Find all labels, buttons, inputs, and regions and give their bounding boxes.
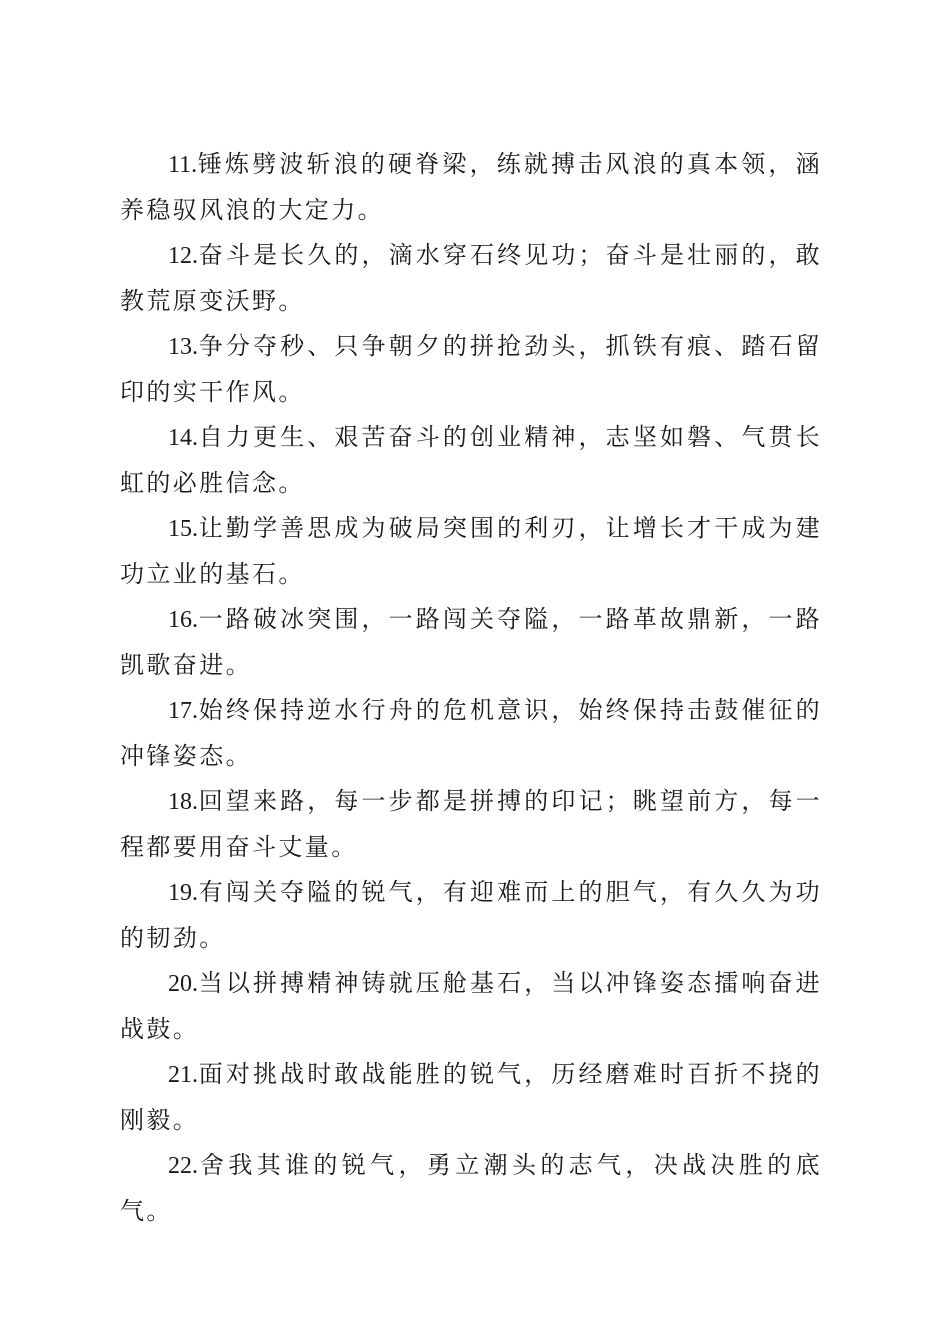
item-number: 13. [168,334,198,360]
item-text: 回望来路，每一步都是拼搏的印记；眺望前方，每一程都要用奋斗丈量。 [120,787,822,861]
item-number: 22. [168,1153,198,1179]
item-text: 舍我其谁的锐气，勇立潮头的志气，决战决胜的底气。 [120,1151,822,1225]
item-text: 锤炼劈波斩浪的硬脊梁，练就搏击风浪的真本领，涵养稳驭风浪的大定力。 [120,150,822,224]
item-text: 争分夺秒、只争朝夕的拼抢劲头，抓铁有痕、踏石留印的实干作风。 [120,332,822,406]
list-item [120,415,822,506]
item-number: 17. [168,698,198,724]
item-text: 让勤学善思成为破局突围的利刃，让增长才干成为建功立业的基石。 [120,514,822,588]
list-item [120,142,822,233]
item-number: 20. [168,971,198,997]
list-item [120,961,822,1052]
list-item [120,597,822,688]
item-number: 14. [168,425,198,451]
item-number: 12. [168,243,198,269]
list-item [120,324,822,415]
item-text: 一路破冰突围，一路闯关夺隘，一路革故鼎新，一路凯歌奋进。 [120,605,822,679]
item-text: 奋斗是长久的，滴水穿石终见功；奋斗是壮丽的，敢教荒原变沃野。 [120,241,822,315]
document-body [120,142,822,1234]
list-item [120,688,822,779]
item-number: 19. [168,880,198,906]
list-item [120,870,822,961]
item-number: 16. [168,607,198,633]
list-item [120,1052,822,1143]
item-text: 有闯关夺隘的锐气，有迎难而上的胆气，有久久为功的韧劲。 [120,878,822,952]
item-text: 始终保持逆水行舟的危机意识，始终保持击鼓催征的冲锋姿态。 [120,696,822,770]
item-number: 11. [168,152,198,178]
item-number: 18. [168,789,198,815]
item-text: 面对挑战时敢战能胜的锐气，历经磨难时百折不挠的刚毅。 [120,1060,822,1134]
item-number: 21. [168,1062,198,1088]
list-item [120,779,822,870]
list-item [120,506,822,597]
item-number: 15. [168,516,198,542]
list-item [120,233,822,324]
item-text: 当以拼搏精神铸就压舱基石，当以冲锋姿态擂响奋进战鼓。 [120,969,822,1043]
item-text: 自力更生、艰苦奋斗的创业精神，志坚如磐、气贯长虹的必胜信念。 [120,423,822,497]
list-item [120,1143,822,1234]
